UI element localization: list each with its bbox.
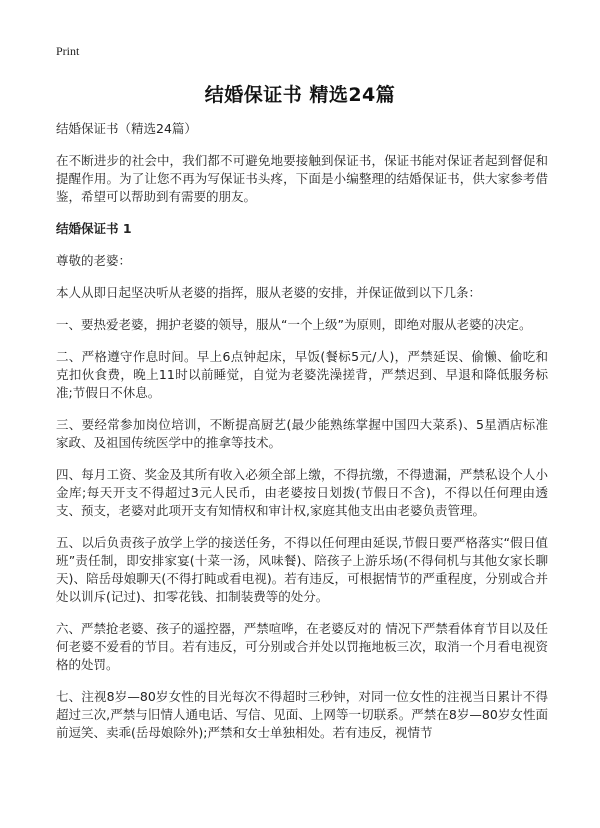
clause-paragraph-5: 五、以后负责孩子放学上学的接送任务，不得以任何理由延误,节假日要严格落实“假日值班”责任制，即安排家宴(十菜一汤，风味餐)、陪孩子上游乐场(不得伺机与其他女家长聊天)、陪岳母娘聊天(不得打盹或看电视)。若有违反，可根据情节的严重程度，分别或合并处以训斥(记过)、扣零花钱、扣制装费等的处分。 — [56, 535, 548, 604]
clause-paragraph-2: 二、严格遵守作息时间。早上6点钟起床，早饭(餐标5元/人)，严禁延误、偷懒、偷吃和克扣伙食费，晚上11时以前睡觉，自觉为老婆洗澡搓背，严禁迟到、早退和降低服务标准;节假日不休息。 — [56, 349, 548, 400]
section-heading: 结婚保证书 1 — [56, 221, 132, 236]
salutation-paragraph: 尊敬的老婆： — [56, 253, 132, 268]
print-link[interactable]: Print — [56, 44, 80, 58]
page-title: 结婚保证书 精选24篇 — [204, 84, 396, 106]
body-paragraph: 本人从即日起坚决听从老婆的指挥，服从老婆的安排，并保证做到以下几条： — [56, 285, 482, 300]
clause-paragraph-4: 四、每月工资、奖金及其所有收入必须全部上缴，不得抗缴，不得遗漏，严禁私设个人小金库;每天开支不得超过3元人民币，由老婆按日划拨(节假日不含)，不得以任何理由透支、预支，老婆对此项开支有知情权和审计权,家庭其他支出由老婆负责管理。 — [56, 467, 548, 518]
clause-paragraph-7: 七、注视8岁—80岁女性的目光每次不得超时三秒钟，对同一位女性的注视当日累计不得超过三次,严禁与旧情人通电话、写信、见面、上网等一切联系。严禁在8岁—80岁女性面前逗笑、卖乖(岳母娘除外);严禁和女士单独相处。若有违反，视情节 — [56, 689, 548, 740]
clause-paragraph-3: 三、要经常参加岗位培训，不断提高厨艺(最少能熟练掌握中国四大菜系)、5星酒店标准家政、及祖国传统医学中的推拿等技术。 — [56, 417, 548, 450]
document-subtitle: 结婚保证书（精选24篇） — [56, 121, 197, 136]
intro-paragraph: 在不断进步的社会中，我们都不可避免地要接触到保证书，保证书能对保证者起到督促和提醒作用。为了让您不再为写保证书头疼，下面是小编整理的结婚保证书，供大家参考借鉴，希望可以帮助到有需要的朋友。 — [56, 153, 548, 204]
clause-paragraph-1: 一、要热爱老婆，拥护老婆的领导，服从“一个上级”为原则，即绝对服从老婆的决定。 — [56, 317, 532, 332]
document-body — [56, 120, 548, 756]
clause-paragraph-6: 六、严禁抢老婆、孩子的遥控器，严禁喧哗，在老婆反对的 情况下严禁看体育节目以及任何老婆不爱看的节目。若有违反，可分别或合并处以罚拖地板三次，取消一个月看电视资格的处罚。 — [56, 621, 548, 672]
